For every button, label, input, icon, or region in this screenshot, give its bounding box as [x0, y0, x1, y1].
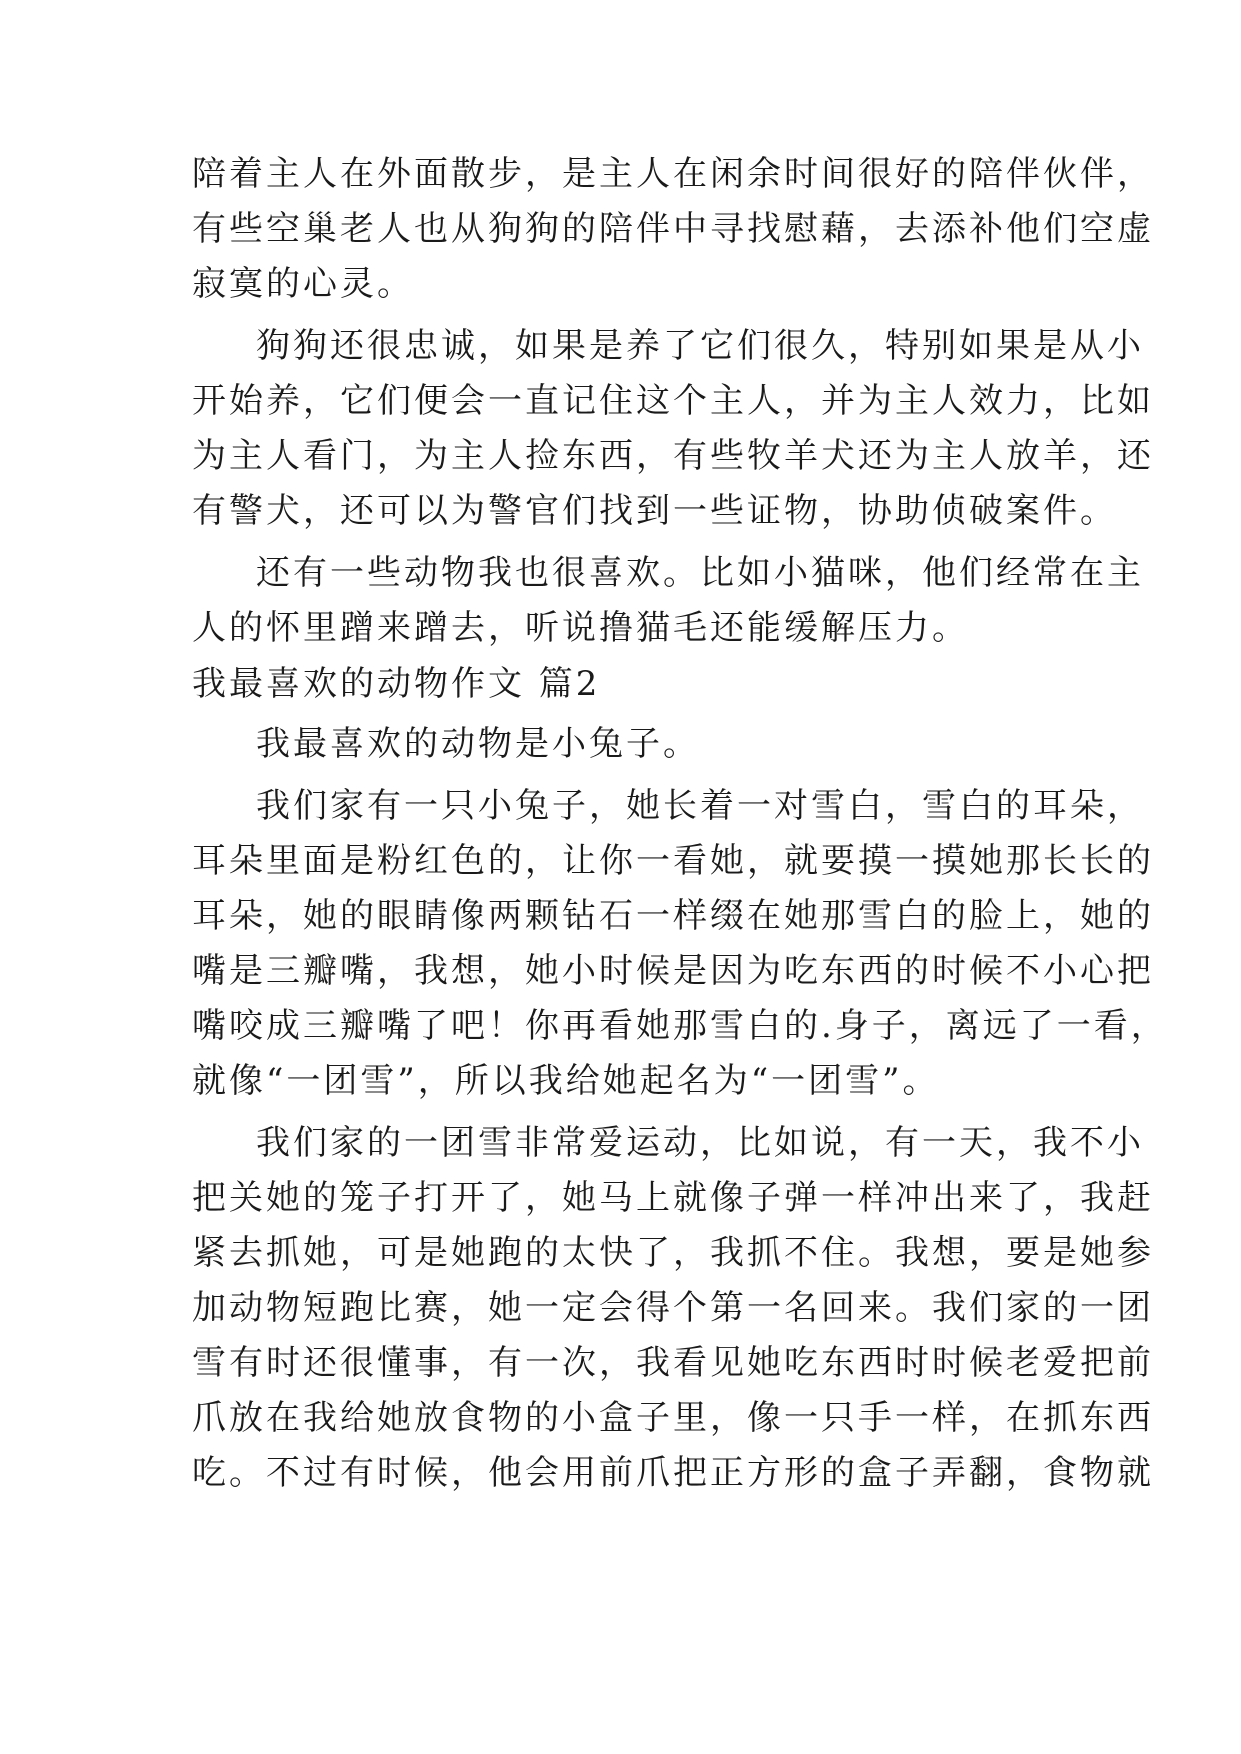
body-text-line: 陪着主人在外面散步，是主人在闲余时间很好的陪伴伙伴，: [192, 154, 1154, 194]
body-text-line: 爪放在我给她放食物的小盒子里，像一只手一样，在抓东西: [192, 1398, 1154, 1438]
body-text-line: 为主人看门，为主人捡东西，有些牧羊犬还为主人放羊，还: [192, 436, 1154, 476]
body-text-line: 就像“一团雪”，所以我给她起名为“一团雪”。: [192, 1061, 940, 1101]
body-text-line: 加动物短跑比赛，她一定会得个第一名回来。我们家的一团: [192, 1288, 1154, 1328]
body-text-line: 耳朵里面是粉红色的，让你一看她，就要摸一摸她那长长的: [192, 841, 1154, 881]
paragraph-first-line: 我最喜欢的动物是小兔子。: [256, 724, 700, 764]
body-text-line: 把关她的笼子打开了，她马上就像子弹一样冲出来了，我赶: [192, 1178, 1154, 1218]
section-heading: 我最喜欢的动物作文 篇2: [192, 664, 601, 704]
body-text-line: 有警犬，还可以为警官们找到一些证物，协助侦破案件。: [192, 491, 1117, 531]
paragraph-first-line: 我们家有一只小兔子，她长着一对雪白，雪白的耳朵，: [256, 786, 1144, 826]
body-text-line: 吃。不过有时候，他会用前爪把正方形的盒子弄翻，食物就: [192, 1453, 1154, 1493]
body-text-line: 寂寞的心灵。: [192, 264, 414, 304]
paragraph-first-line: 我们家的一团雪非常爱运动，比如说，有一天，我不小: [256, 1123, 1144, 1163]
body-text-line: 嘴咬成三瓣嘴了吧！你再看她那雪白的.身子，离远了一看，: [192, 1006, 1168, 1046]
body-text-line: 耳朵，她的眼睛像两颗钻石一样缀在她那雪白的脸上，她的: [192, 896, 1154, 936]
paragraph-first-line: 还有一些动物我也很喜欢。比如小猫咪，他们经常在主: [256, 553, 1144, 593]
paragraph-first-line: 狗狗还很忠诚，如果是养了它们很久，特别如果是从小: [256, 326, 1144, 366]
body-text-line: 雪有时还很懂事，有一次，我看见她吃东西时时候老爱把前: [192, 1343, 1154, 1383]
body-text-line: 紧去抓她，可是她跑的太快了，我抓不住。我想，要是她参: [192, 1233, 1154, 1273]
body-text-line: 有些空巢老人也从狗狗的陪伴中寻找慰藉，去添补他们空虚: [192, 209, 1154, 249]
body-text-line: 开始养，它们便会一直记住这个主人，并为主人效力，比如: [192, 381, 1154, 421]
body-text-line: 人的怀里蹭来蹭去，听说撸猫毛还能缓解压力。: [192, 608, 969, 648]
body-text-line: 嘴是三瓣嘴，我想，她小时候是因为吃东西的时候不小心把: [192, 951, 1154, 991]
